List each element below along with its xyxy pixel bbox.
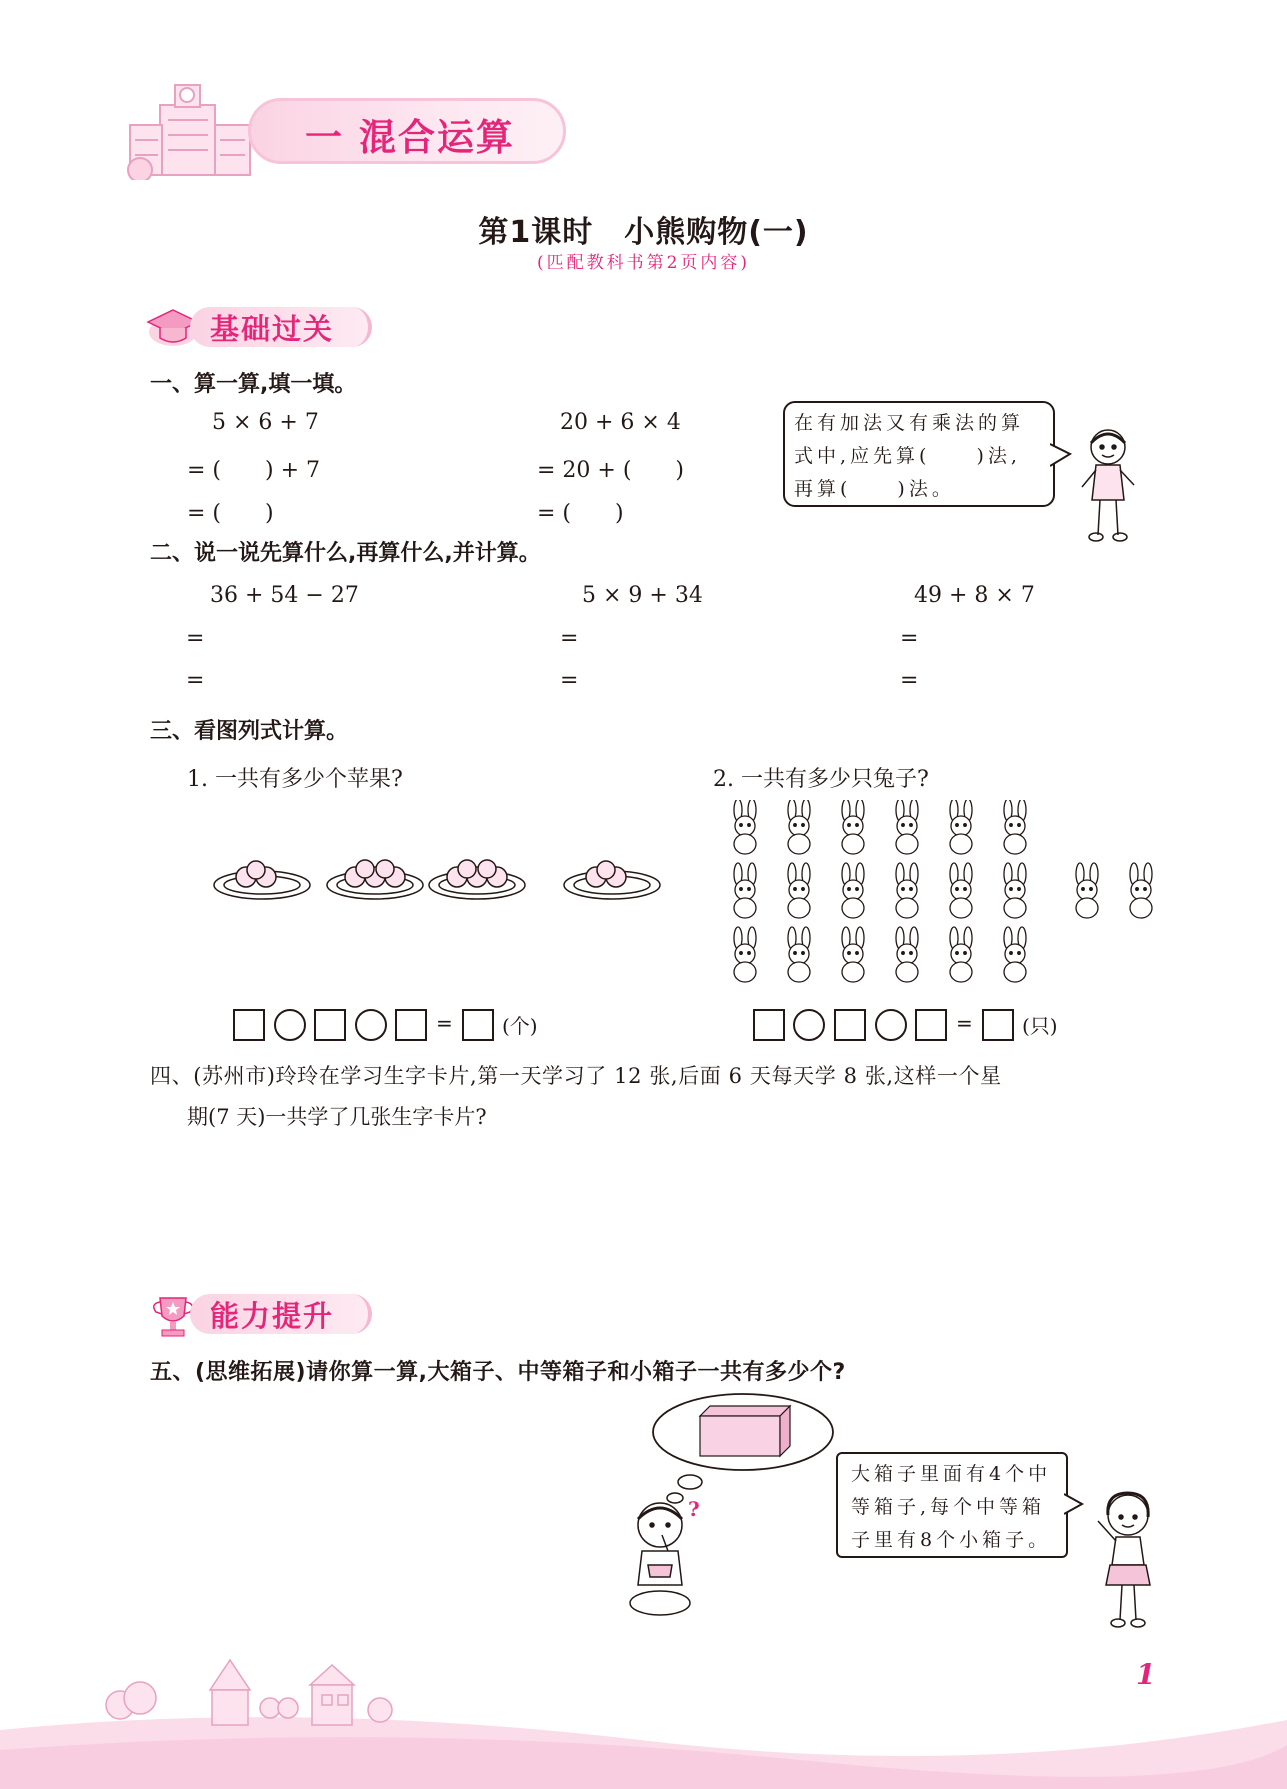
q3-heading: 三、看图列式计算。 bbox=[150, 719, 349, 744]
bubble-tail bbox=[1050, 440, 1074, 470]
q5-heading: 五、(思维拓展)请你算一算,大箱子、中等箱子和小箱子一共有多少个? bbox=[150, 1360, 846, 1385]
q1-col1-line1: 5 × 6 + 7 bbox=[212, 410, 319, 435]
question-mark: ? bbox=[688, 1497, 700, 1521]
answer-box[interactable] bbox=[915, 1009, 947, 1041]
q2-eq: = bbox=[186, 668, 205, 693]
girl-figure-icon bbox=[1086, 1485, 1162, 1635]
tip-line1: 在有加法又有乘法的算 bbox=[794, 412, 1025, 434]
boy-figure-icon bbox=[1078, 425, 1138, 545]
section-basic-title: 基础过关 bbox=[210, 312, 335, 346]
q2-expr-2: 5 × 9 + 34 bbox=[582, 583, 703, 608]
unit-label-rabbits: (只) bbox=[1022, 1014, 1058, 1038]
operator-circle[interactable] bbox=[793, 1009, 825, 1041]
q1-col1-line3: = ( ) bbox=[187, 501, 274, 526]
section-advanced-title: 能力提升 bbox=[210, 1299, 335, 1333]
lesson-subtitle: (匹配教科书第2页内容) bbox=[536, 253, 751, 273]
q2-eq: = bbox=[560, 668, 579, 693]
answer-box[interactable] bbox=[395, 1009, 427, 1041]
q3-problem-2: 2. 一共有多少只兔子? bbox=[713, 767, 929, 792]
q2-expr-1: 36 + 54 − 27 bbox=[210, 583, 359, 608]
info-line1: 大箱子里面有4个中 bbox=[851, 1463, 1052, 1485]
q2-eq: = bbox=[560, 626, 579, 651]
answer-box[interactable] bbox=[753, 1009, 785, 1041]
town-illustration-icon bbox=[100, 1650, 420, 1730]
trophy-icon bbox=[150, 1292, 196, 1342]
q1-col2-line2: = 20 + ( ) bbox=[537, 458, 685, 483]
q3-problem-1: 1. 一共有多少个苹果? bbox=[187, 767, 403, 792]
operator-circle[interactable] bbox=[355, 1009, 387, 1041]
q4-line1: 四、(苏州市)玲玲在学习生字卡片,第一天学习了 12 张,后面 6 天每天学 8 张,这样一个星 bbox=[150, 1064, 1002, 1088]
lesson-title: 第1课时 小熊购物(一) bbox=[478, 215, 809, 250]
page-number: 1 bbox=[1136, 1658, 1156, 1691]
tip-line3: 再算( )法。 bbox=[794, 478, 955, 500]
equals-sign: = bbox=[956, 1011, 973, 1035]
q2-eq: = bbox=[900, 626, 919, 651]
q2-eq: = bbox=[186, 626, 205, 651]
q1-col2-line1: 20 + 6 × 4 bbox=[560, 410, 681, 435]
info-line3: 子里有8个小箱子。 bbox=[851, 1529, 1052, 1551]
answer-box[interactable] bbox=[834, 1009, 866, 1041]
operator-circle[interactable] bbox=[875, 1009, 907, 1041]
apple-plates-icon bbox=[205, 850, 675, 910]
operator-circle[interactable] bbox=[274, 1009, 306, 1041]
equals-sign: = bbox=[436, 1011, 453, 1035]
q1-col2-line3: = ( ) bbox=[537, 501, 624, 526]
q1-col1-line2: = ( ) + 7 bbox=[187, 458, 321, 483]
info-bubble-tail bbox=[1064, 1490, 1086, 1518]
answer-box[interactable] bbox=[982, 1009, 1014, 1041]
unit-title: 一 混合运算 bbox=[305, 116, 515, 159]
q2-heading: 二、说一说先算什么,再算什么,并计算。 bbox=[150, 541, 541, 566]
rabbits-grid-icon bbox=[730, 800, 1170, 990]
q2-eq: = bbox=[900, 668, 919, 693]
answer-box[interactable] bbox=[233, 1009, 265, 1041]
q4-line2: 期(7 天)一共学了几张生字卡片? bbox=[187, 1105, 487, 1129]
tip-line2: 式中,应先算( )法, bbox=[794, 445, 1021, 467]
q1-heading: 一、算一算,填一填。 bbox=[150, 372, 357, 397]
answer-box[interactable] bbox=[462, 1009, 494, 1041]
q2-expr-3: 49 + 8 × 7 bbox=[914, 583, 1035, 608]
unit-label-apples: (个) bbox=[502, 1014, 538, 1038]
info-line2: 等箱子,每个中等箱 bbox=[851, 1496, 1046, 1518]
answer-box[interactable] bbox=[314, 1009, 346, 1041]
